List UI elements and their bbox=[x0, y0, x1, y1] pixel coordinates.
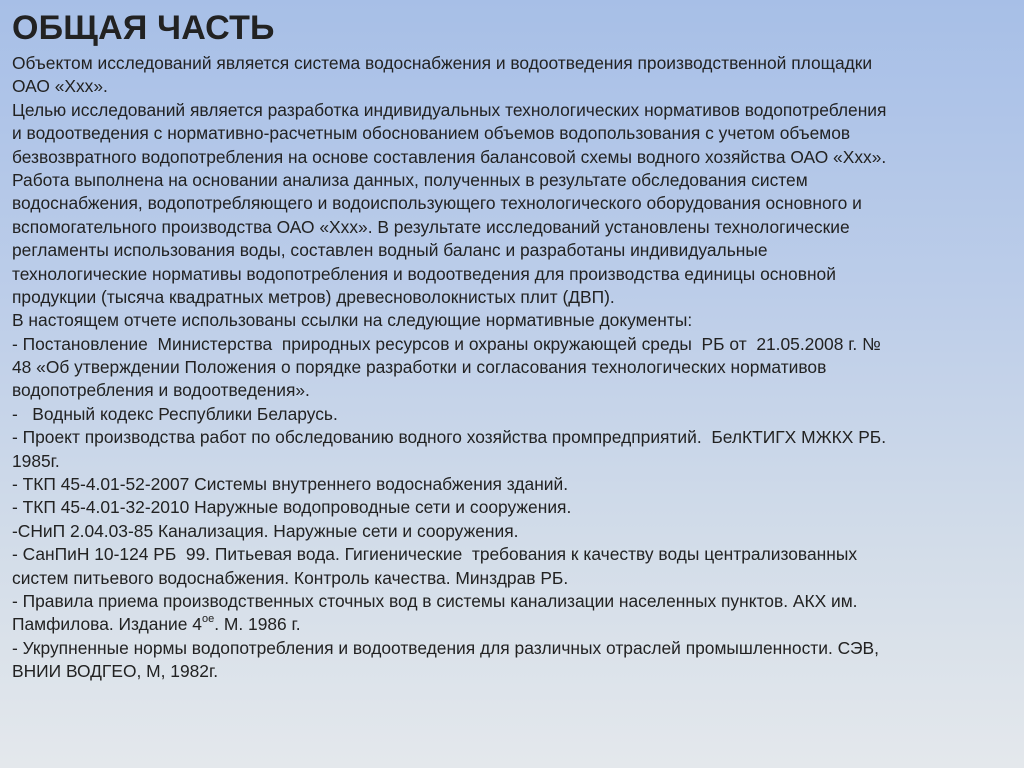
edition-line-prefix: Памфилова. Издание 4 bbox=[12, 614, 202, 635]
content-line: - Укрупненные нормы водопотребления и водоотведения для различных отраслей промышленности. СЭВ, bbox=[12, 637, 879, 658]
content-line: систем питьевого водоснабжения. Контроль качества. Минздрав РБ. bbox=[12, 567, 569, 588]
slide-title: ОБЩАЯ ЧАСТЬ bbox=[12, 9, 275, 47]
content-line: продукции (тысяча квадратных метров) древесноволокнистых плит (ДВП). bbox=[12, 286, 615, 307]
content-line: - Постановление Министерства природных ресурсов и охраны окружающей среды РБ от 21.05.2008 г. № bbox=[12, 333, 881, 354]
content-line: - Правила приема производственных сточных вод в системы канализации населенных пунктов. АКХ им. bbox=[12, 590, 858, 611]
content-line: водопотребления и водоотведения». bbox=[12, 380, 310, 401]
content-line: безвозвратного водопотребления на основе составления балансовой схемы водного хозяйства ОАО «Ххх». bbox=[12, 146, 887, 167]
slide-content bbox=[12, 52, 1017, 684]
content-line: - Проект производства работ по обследованию водного хозяйства промпредприятий. БелКТИГХ МЖКХ РБ. bbox=[12, 427, 887, 448]
content-line: регламенты использования воды, составлен водный баланс и разработаны индивидуальные bbox=[12, 240, 768, 261]
content-line: - Водный кодекс Республики Беларусь. bbox=[12, 403, 338, 424]
content-line: В настоящем отчете использованы ссылки на следующие нормативные документы: bbox=[12, 310, 693, 331]
content-line: и водоотведения с нормативно-расчетным обоснованием объемов водопользования с учетом объемов bbox=[12, 123, 851, 144]
content-line: -СНиП 2.04.03-85 Канализация. Наружные сети и сооружения. bbox=[12, 520, 519, 541]
content-line: 1985г. bbox=[12, 450, 60, 471]
content-line: ОАО «Ххх». bbox=[12, 76, 108, 97]
content-line: Работа выполнена на основании анализа данных, полученных в результате обследования систем bbox=[12, 169, 808, 190]
content-line: ВНИИ ВОДГЕО, М, 1982г. bbox=[12, 661, 219, 682]
content-line: - ТКП 45-4.01-32-2010 Наружные водопроводные сети и сооружения. bbox=[12, 497, 572, 518]
content-line: 48 «Об утверждении Положения о порядке разработки и согласования технологических нормативов bbox=[12, 357, 827, 378]
content-line: Целью исследований является разработка индивидуальных технологических нормативов водопотребления bbox=[12, 99, 887, 120]
content-line: вспомогательного производства ОАО «Ххх». В результате исследований установлены технологические bbox=[12, 216, 850, 237]
content-line: - ТКП 45-4.01-52-2007 Системы внутреннего водоснабжения зданий. bbox=[12, 474, 569, 495]
content-line: - СанПиН 10-124 РБ 99. Питьевая вода. Гигиенические требования к качеству воды централизованных bbox=[12, 544, 858, 565]
content-line: водоснабжения, водопотребляющего и водоиспользующего технологического оборудования основного и bbox=[12, 193, 862, 214]
edition-line bbox=[12, 613, 1017, 636]
edition-superscript: ое bbox=[201, 612, 215, 625]
content-line: технологические нормативы водопотребления и водоотведения для производства единицы основной bbox=[12, 263, 836, 284]
edition-line-suffix: . М. 1986 г. bbox=[214, 614, 301, 635]
content-line: Объектом исследований является система водоснабжения и водоотведения производственной площадки bbox=[12, 53, 873, 73]
